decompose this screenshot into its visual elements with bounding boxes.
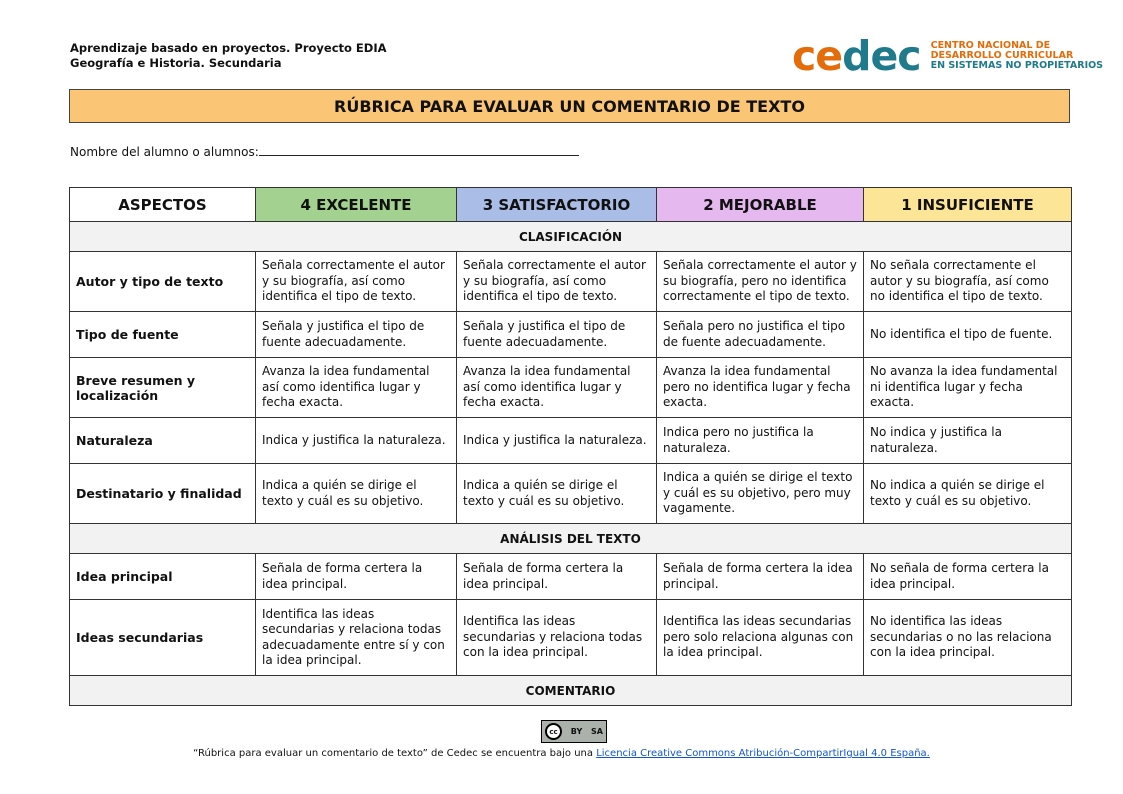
criterion-cell: Señala correctamente el autor y su biografía, así como identifica el tipo de texto.	[256, 252, 457, 312]
aspect-label: Idea principal	[70, 554, 256, 600]
cc-license-badge[interactable]	[541, 720, 607, 743]
criterion-cell: Avanza la idea fundamental pero no identifica lugar y fecha exacta.	[657, 358, 864, 418]
page-title: RÚBRICA PARA EVALUAR UN COMENTARIO DE TEXTO	[69, 89, 1070, 123]
section-row	[70, 524, 1072, 554]
criterion-cell: Avanza la idea fundamental así como identifica lugar y fecha exacta.	[256, 358, 457, 418]
header-project: Aprendizaje basado en proyectos. Proyecto EDIA	[70, 41, 387, 55]
cc-by-label: BY	[570, 727, 583, 736]
table-row	[70, 252, 1072, 312]
aspect-label: Autor y tipo de texto	[70, 252, 256, 312]
criterion-cell: Avanza la idea fundamental así como identifica lugar y fecha exacta.	[457, 358, 657, 418]
criterion-cell: No señala de forma certera la idea principal.	[864, 554, 1072, 600]
criterion-cell: Indica y justifica la naturaleza.	[256, 418, 457, 464]
col-header-insuficiente: 1 INSUFICIENTE	[864, 188, 1072, 222]
logo-sub-line1: CENTRO NACIONAL DE	[930, 40, 1051, 51]
student-name-field[interactable]	[70, 143, 579, 159]
col-header-satisfactorio: 3 SATISFACTORIO	[457, 188, 657, 222]
criterion-cell: Indica pero no justifica la naturaleza.	[657, 418, 864, 464]
aspect-label: Ideas secundarias	[70, 600, 256, 676]
student-name-line[interactable]	[259, 143, 579, 156]
license-link[interactable]: Licencia Creative Commons Atribución-CompartirIgual 4.0 España.	[596, 748, 930, 759]
criterion-cell: Indica y justifica la naturaleza.	[457, 418, 657, 464]
logo-word-part1: ce	[792, 32, 843, 80]
section-row	[70, 222, 1072, 252]
student-name-label: Nombre del alumno o alumnos:	[70, 145, 259, 159]
criterion-cell: No indica y justifica la naturaleza.	[864, 418, 1072, 464]
license-text: “Rúbrica para evaluar un comentario de texto” de Cedec se encuentra bajo una	[193, 748, 597, 759]
criterion-cell: Indica a quién se dirige el texto y cuál es su objetivo.	[256, 464, 457, 524]
table-row	[70, 418, 1072, 464]
criterion-cell: Indica a quién se dirige el texto y cuál es su objetivo, pero muy vagamente.	[657, 464, 864, 524]
col-header-excelente: 4 EXCELENTE	[256, 188, 457, 222]
header-row	[70, 188, 1072, 222]
criterion-cell: Identifica las ideas secundarias y relaciona todas con la idea principal.	[457, 600, 657, 676]
aspect-label: Tipo de fuente	[70, 312, 256, 358]
table-row	[70, 600, 1072, 676]
criterion-cell: No señala correctamente el autor y su biografía, así como no identifica el tipo de texto.	[864, 252, 1072, 312]
section-title: COMENTARIO	[70, 676, 1072, 706]
header-subject: Geografía e Historia. Secundaria	[70, 56, 282, 70]
logo-wordmark	[792, 32, 921, 80]
criterion-cell: No identifica el tipo de fuente.	[864, 312, 1072, 358]
cedec-logo	[792, 32, 1104, 80]
criterion-cell: Señala de forma certera la idea principal.	[657, 554, 864, 600]
table-row	[70, 312, 1072, 358]
criterion-cell: Señala y justifica el tipo de fuente adecuadamente.	[256, 312, 457, 358]
logo-word-part2: dec	[842, 32, 921, 80]
criterion-cell: Señala de forma certera la idea principal.	[457, 554, 657, 600]
section-row	[70, 676, 1072, 706]
col-header-mejorable: 2 MEJORABLE	[657, 188, 864, 222]
criterion-cell: Señala de forma certera la idea principal.	[256, 554, 457, 600]
rubric-table	[69, 187, 1072, 706]
table-row	[70, 464, 1072, 524]
section-title: CLASIFICACIÓN	[70, 222, 1072, 252]
col-header-aspectos: ASPECTOS	[70, 188, 256, 222]
table-row	[70, 554, 1072, 600]
aspect-label: Naturaleza	[70, 418, 256, 464]
cc-sa-label: SA	[591, 727, 603, 736]
criterion-cell: Señala correctamente el autor y su biografía, pero no identifica correctamente el tipo de texto.	[657, 252, 864, 312]
criterion-cell: No avanza la idea fundamental ni identifica lugar y fecha exacta.	[864, 358, 1072, 418]
logo-sub-line3: EN SISTEMAS NO PROPIETARIOS	[930, 60, 1104, 71]
criterion-cell: Señala pero no justifica el tipo de fuente adecuadamente.	[657, 312, 864, 358]
table-row	[70, 358, 1072, 418]
criterion-cell: Señala correctamente el autor y su biografía, así como identifica el tipo de texto.	[457, 252, 657, 312]
criterion-cell: No indica a quién se dirige el texto y cuál es su objetivo.	[864, 464, 1072, 524]
section-title: ANÁLISIS DEL TEXTO	[70, 524, 1072, 554]
logo-sub-line2: DESARROLLO CURRICULAR	[930, 50, 1074, 61]
criterion-cell: Identifica las ideas secundarias pero solo relaciona algunas con la idea principal.	[657, 600, 864, 676]
criterion-cell: Identifica las ideas secundarias y relaciona todas adecuadamente entre sí y con la idea principal.	[256, 600, 457, 676]
aspect-label: Destinatario y finalidad	[70, 464, 256, 524]
criterion-cell: Señala y justifica el tipo de fuente adecuadamente.	[457, 312, 657, 358]
license-footer	[0, 748, 1123, 759]
cc-icon: cc	[545, 723, 562, 740]
criterion-cell: No identifica las ideas secundarias o no las relaciona con la idea principal.	[864, 600, 1072, 676]
document-header	[70, 41, 387, 71]
criterion-cell: Indica a quién se dirige el texto y cuál es su objetivo.	[457, 464, 657, 524]
logo-subtitle	[931, 41, 1103, 71]
aspect-label: Breve resumen y localización	[70, 358, 256, 418]
